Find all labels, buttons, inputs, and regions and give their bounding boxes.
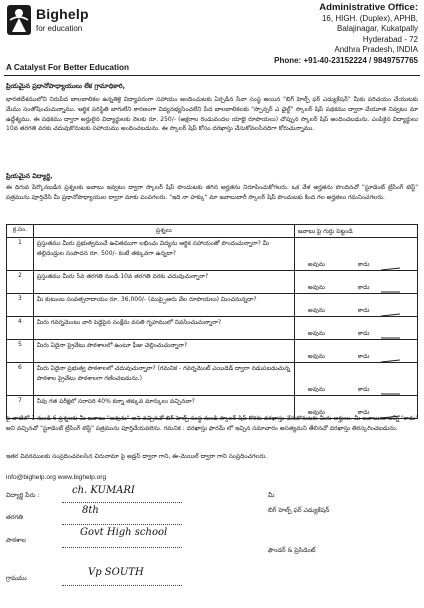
village-label: గ్రామము: [6, 575, 27, 582]
yes-option[interactable]: అవును: [307, 330, 325, 337]
office-address-block: [274, 3, 418, 67]
address-line: Hyderabad - 72: [362, 34, 418, 44]
tagline: A Catalyst For Better Education: [6, 63, 129, 72]
table-header-row: [7, 225, 418, 238]
no-option[interactable]: కాదు: [357, 307, 370, 314]
row-number: 5: [7, 340, 34, 363]
question-text: ప్రస్తుతము మీరు 5వ తరగతి నుండి 10వ తరగతి వరకు చదువుచున్నారా?: [33, 271, 294, 294]
organization-signoff: బిగ్ హెల్ప్ ఫర్ ఎడ్యుకేషన్: [268, 507, 330, 514]
answer-cell[interactable]: [294, 317, 417, 340]
yes-option[interactable]: అవును: [307, 307, 325, 314]
address-line: Balajinagar, Kukatpally: [337, 24, 418, 34]
name-underline: [62, 502, 182, 503]
answer-cell[interactable]: [294, 238, 417, 271]
class-value[interactable]: 8th: [82, 505, 99, 516]
table-row: [7, 294, 418, 317]
village-value[interactable]: Vp SOUTH: [88, 567, 144, 578]
table-row: [7, 271, 418, 294]
question-text: మీరు ఏదైనా ప్రభుత్వ పాఠశాలలో చదువుచున్నారా? (గమనిక - గవర్నమెంట్ ఎయిడెడ్ ద్వారా నడుపబడుచున్న పాఠశాల ప్రైవేటు పాఠశాలగా గణించబడును.): [33, 363, 294, 396]
tick-mark-icon: [380, 266, 402, 272]
school-underline: [62, 547, 182, 548]
column-header-answer: జవాబు పై గుర్తు పెట్టండి: [294, 225, 417, 238]
contact-email[interactable]: info@bighelp.org www.bighelp.org: [6, 474, 107, 481]
no-option[interactable]: కాదు: [357, 386, 370, 393]
yes-option[interactable]: అవును: [307, 353, 325, 360]
column-header-sno: క్ర.సం.: [7, 225, 34, 238]
brand-name: Bighelp: [36, 6, 89, 22]
yes-option[interactable]: అవును: [307, 284, 325, 291]
no-option[interactable]: కాదు: [357, 261, 370, 268]
answer-cell[interactable]: [294, 271, 417, 294]
office-title: Administrative Office:: [319, 2, 418, 13]
column-header-questions: ప్రశ్నలు: [33, 225, 294, 238]
bighelp-logo-icon: [6, 4, 32, 36]
row-number: 6: [7, 363, 34, 396]
student-name-value[interactable]: ch. KUMARI: [72, 485, 135, 496]
row-number: 4: [7, 317, 34, 340]
salutation-headmaster: ప్రియమైన ప్రధానోపాధ్యాయులు లేక గ్రామాధికారి,: [6, 82, 126, 90]
no-option[interactable]: కాదు: [357, 353, 370, 360]
closing-paragraph: ఇతర వివరములకు సంప్రదించవలసిన చిరునామా పై అడ్రస్ ద్వారా గాని, ఈ-మెయిల్ ద్వారా గాని సంప్రదించగలరు.: [6, 453, 268, 460]
tick-mark-icon: [380, 312, 402, 318]
table-row: [7, 238, 418, 271]
header-divider: [4, 75, 420, 76]
no-option[interactable]: కాదు: [357, 409, 370, 416]
tick-mark-icon: [380, 358, 402, 364]
tick-mark-icon: [380, 335, 402, 341]
instructions-paragraph: పై వాటిలో 1 నుండి 6 ప్రశ్నలకు మీ జవాబు "అవును" అని వచ్చినచో బిగ్ హెల్ప్ సంస్థ నుండి స్కాలర్ షిప్ కొరకు దరఖాస్తు చేసుకొనుటకు మీరు అర్హులు. మీ జవాబులు అన్నీ "కాదు" అని వచ్చినచో "స్టూడెంట్ ట్రేసింగ్ టెస్ట్" పత్రమును పూర్తిచేయవలెను. గమనిక : దరఖాస్తు ఫారమ్ లో ఇచ్చిన సమాచారం అసత్యమని తేలినచో దరఖాస్తు తిరస్కరించబడును.: [6, 415, 418, 432]
yes-option[interactable]: అవును: [307, 409, 325, 416]
address-line: Andhra Pradesh, INDIA: [334, 45, 418, 55]
table-row: [7, 317, 418, 340]
question-text: ప్రస్తుతము మీరు ప్రభుత్వముచే ఉచితముగా లభించు విద్యను ఆర్థిక సహాయంతో పొందుచున్నారా? మీ తల్లిదండ్రుల సంపాదన రూ. 500/- కంటే తక్కువగా ఉన్నదా?: [33, 238, 294, 271]
question-text: నీవు గత పరీక్షలో సరాసరి 40% కన్నా తక్కువ మార్కులు వచ్చినవా?: [33, 396, 294, 419]
intro-paragraph: భారతదేశములోని నిరుపేద బాలబాలికల ఉన్నతికై విద్యాపరంగా సహాయం అందించుటకు ఏర్పడిన సేవా సంస్థ అయిన "బిగ్ హెల్ప్ ఫర్ ఎడ్యుకేషన్" మీకు పరిచయం చేయుటకు మేము సంతోషించుచున్నాము. ఆర్థిక పరిస్థితి బాగులేని కారణంగా విద్యనభ్యసించలేని పేద బాలబాలికలకు "స్పాన్సర్ ఎ ఛైల్డ్" స్కాలర్ షిప్ పథకము ద్వారా చేయూత నివ్వటం మా ఉద్దేశ్యము. ఈ పథకము ద్వారా అర్హులైన విద్యార్థులకు నెలకు రూ. 250/- (అక్షరాల రెండువందల యాభై రూపాయలు) చొప్పున స్కాలర్ షిప్ అందించబడును. ఎంపికైన విద్యార్థులు 10వ తరగతి వరకు చదువుకొనుటకు సహాయము అందించబడును. ఈ స్కాలర్ షిప్ కోసం దరఖాస్తు చేసుకోవలసినదిగా కోరుచున్నాము.: [6, 96, 418, 133]
row-number: 2: [7, 271, 34, 294]
table-row: [7, 363, 418, 396]
question-text: మీరు ఏదైనా ప్రైవేటు పాఠశాలలో ఉంటూ ఫీజు చెల్లించుచున్నారా?: [33, 340, 294, 363]
no-option[interactable]: కాదు: [357, 284, 370, 291]
village-underline: [62, 585, 182, 586]
office-phone: Phone: +91-40-23152224 / 9849757765: [274, 55, 418, 65]
school-value[interactable]: Govt High school: [80, 527, 168, 538]
founder-title: ఫౌండర్ & ప్రెసిడెంట్: [268, 547, 316, 554]
answer-cell[interactable]: [294, 340, 417, 363]
class-underline: [62, 524, 182, 525]
row-number: 3: [7, 294, 34, 317]
tick-mark-icon: [380, 391, 402, 397]
signoff-label: మీ: [268, 492, 275, 499]
answer-cell[interactable]: [294, 363, 417, 396]
student-name-label: విద్యార్థి పేరు :: [6, 492, 40, 499]
class-label: తరగతి: [6, 514, 23, 521]
tick-mark-icon: [380, 289, 402, 295]
school-label: పాఠశాల: [6, 537, 26, 544]
question-text: మీరు గవర్నమెంటు వారి పెద్దెపైన సంక్షేమ వసతి గృహములో నివసించుచున్నారా?: [33, 317, 294, 340]
brand-subtitle: for education: [36, 24, 83, 33]
address-line: 16, HIGH. (Duplex), APHB,: [321, 13, 418, 23]
row-number: 7: [7, 396, 34, 419]
salutation-student: ప్రియమైన విద్యార్థి,: [6, 172, 53, 180]
question-text: మీ కుటుంబ సంవత్సరాదాయం రూ. 36,000/- (ముప్పైఆరు వేల రూపాయలు) మించనున్నదా?: [33, 294, 294, 317]
table-row: [7, 340, 418, 363]
no-option[interactable]: కాదు: [357, 330, 370, 337]
answer-cell[interactable]: [294, 294, 417, 317]
yes-option[interactable]: అవును: [307, 386, 325, 393]
eligibility-table: [6, 224, 418, 419]
yes-option[interactable]: అవును: [307, 261, 325, 268]
student-paragraph: ఈ దిగువ పేర్కొనబడిన ప్రశ్నలకు జవాబు ఇవ్వటం ద్వారా స్కాలర్ షిప్ పొందుటకు తగిన అర్హతను నిరూపించుకోగలరు. ఒక వేళ అర్హతను పొందినచో "స్టూడెంట్ ట్రేసింగ్ టెస్ట్" పత్రమును పూర్తిచేసి మీ ప్రధానోపాధ్యాయుల ద్వారా మాకు పంపగలరు. "ఇది నా హక్కు" మా జవాబుదారీ స్కాలర్ షిప్ పొందుటకు కింద గల అర్హతలు గమనించగలరు.: [6, 184, 418, 201]
row-number: 1: [7, 238, 34, 271]
